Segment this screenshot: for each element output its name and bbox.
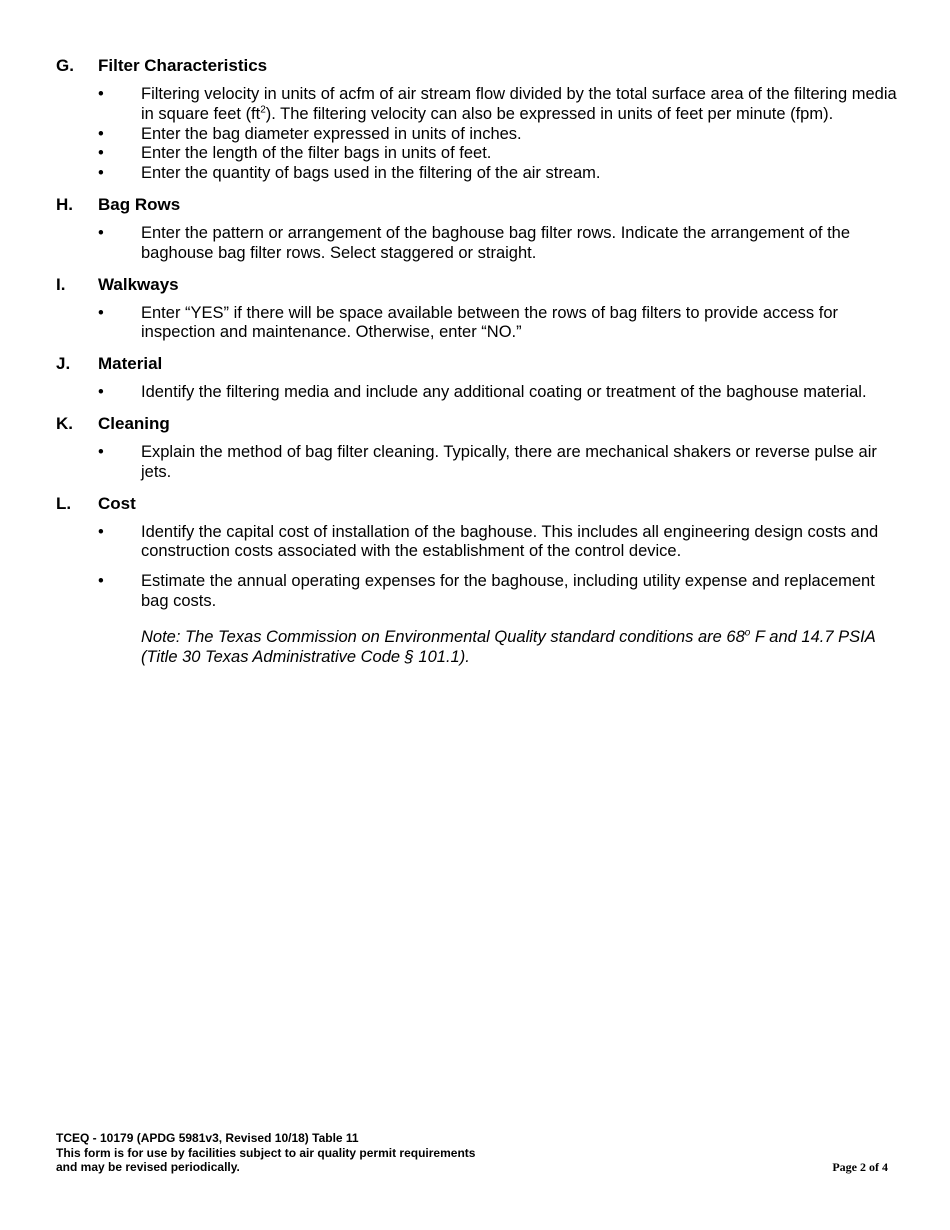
section-heading (56, 493, 906, 514)
section-g (56, 55, 906, 184)
page-footer (56, 1131, 896, 1175)
section-heading (56, 194, 906, 215)
bullet-text: Enter the pattern or arrangement of the baghouse bag filter rows. Indicate the arrangement of the baghouse bag filter rows. Select staggered or straight. (141, 223, 851, 262)
section-letter: J. (56, 354, 71, 374)
section-letter: L. (56, 493, 72, 513)
instructions-content (56, 55, 906, 667)
bullet-text: Identify the capital cost of installation of the baghouse. This includes all engineering design costs and construction costs associated with the establishment of the control device. (141, 522, 879, 561)
list-item (56, 125, 906, 145)
bullet-icon: • (98, 85, 104, 103)
bullet-list (56, 383, 906, 403)
bullet-list (56, 443, 906, 483)
bullet-icon: • (98, 164, 104, 183)
section-title: Cost (98, 493, 136, 513)
bullet-list (56, 304, 906, 344)
section-l (56, 493, 906, 668)
list-item (56, 164, 906, 184)
note-text (141, 628, 906, 668)
superscript: o (744, 627, 751, 639)
list-item (56, 443, 906, 483)
page-number: Page 2 of 4 (832, 1160, 888, 1174)
bullet-icon: • (98, 144, 104, 163)
section-title: Walkways (98, 274, 179, 294)
list-item (56, 572, 906, 612)
bullet-text: Enter the quantity of bags used in the filtering of the air stream. (141, 164, 601, 183)
section-letter: H. (56, 194, 73, 214)
bullet-icon: • (98, 442, 104, 461)
note-text-part: F and 14.7 PSIA (Title 30 Texas Administrative Code § 101.1). (141, 627, 876, 666)
section-letter: K. (56, 413, 73, 433)
section-heading (56, 353, 906, 374)
section-title: Bag Rows (98, 194, 181, 214)
section-j (56, 353, 906, 403)
section-heading (56, 413, 906, 434)
bullet-icon: • (98, 124, 104, 143)
list-item (56, 304, 906, 344)
note-text-part: Note: The Texas Commission on Environmental Quality standard conditions are 68 (141, 627, 745, 646)
list-item (56, 224, 906, 264)
section-letter: G. (56, 56, 74, 75)
list-item (56, 383, 906, 403)
bullet-list (56, 523, 906, 612)
bullet-text: Estimate the annual operating expenses for the baghouse, including utility expense and replacement bag costs. (141, 572, 875, 610)
bullet-icon: • (98, 383, 104, 402)
bullet-text-part: Filtering velocity in units of acfm of air stream flow divided by the total surface area of the filtering media in square feet (ft (141, 85, 897, 123)
section-title: Cleaning (98, 413, 170, 433)
bullet-text-part: ). The filtering velocity can also be expressed in units of feet per minute (fpm). (265, 104, 834, 123)
footer-revision-note: and may be revised periodically. (56, 1160, 240, 1174)
bullet-icon: • (98, 522, 104, 541)
section-title: Material (98, 354, 163, 374)
bullet-icon: • (98, 303, 104, 322)
footer-form-id: TCEQ - 10179 (APDG 5981v3, Revised 10/18) Table 11 (56, 1131, 359, 1145)
bullet-text: Identify the filtering media and include any additional coating or treatment of the baghouse material. (141, 383, 867, 402)
bullet-list (56, 85, 906, 184)
list-item (56, 144, 906, 164)
bullet-text: Enter “YES” if there will be space available between the rows of bag filters to provide access for inspection and maintenance. Otherwise, enter “NO.” (141, 303, 839, 342)
superscript: 2 (260, 104, 266, 116)
section-title: Filter Characteristics (98, 56, 268, 75)
section-heading (56, 274, 906, 295)
section-letter: I. (56, 274, 66, 294)
list-item (56, 85, 906, 125)
section-heading (56, 55, 906, 76)
bullet-text: Enter the length of the filter bags in units of feet. (141, 144, 492, 163)
section-h (56, 194, 906, 264)
bullet-text: Enter the bag diameter expressed in units of inches. (141, 124, 522, 143)
bullet-text: Explain the method of bag filter cleaning. Typically, there are mechanical shakers or reverse pulse air jets. (141, 442, 877, 481)
footer-usage-note: This form is for use by facilities subject to air quality permit requirements (56, 1145, 476, 1160)
section-i (56, 274, 906, 344)
list-item (56, 523, 906, 563)
bullet-icon: • (98, 572, 104, 591)
bullet-icon: • (98, 223, 104, 242)
section-k (56, 413, 906, 483)
bullet-list (56, 224, 906, 264)
bullet-text (141, 85, 906, 125)
